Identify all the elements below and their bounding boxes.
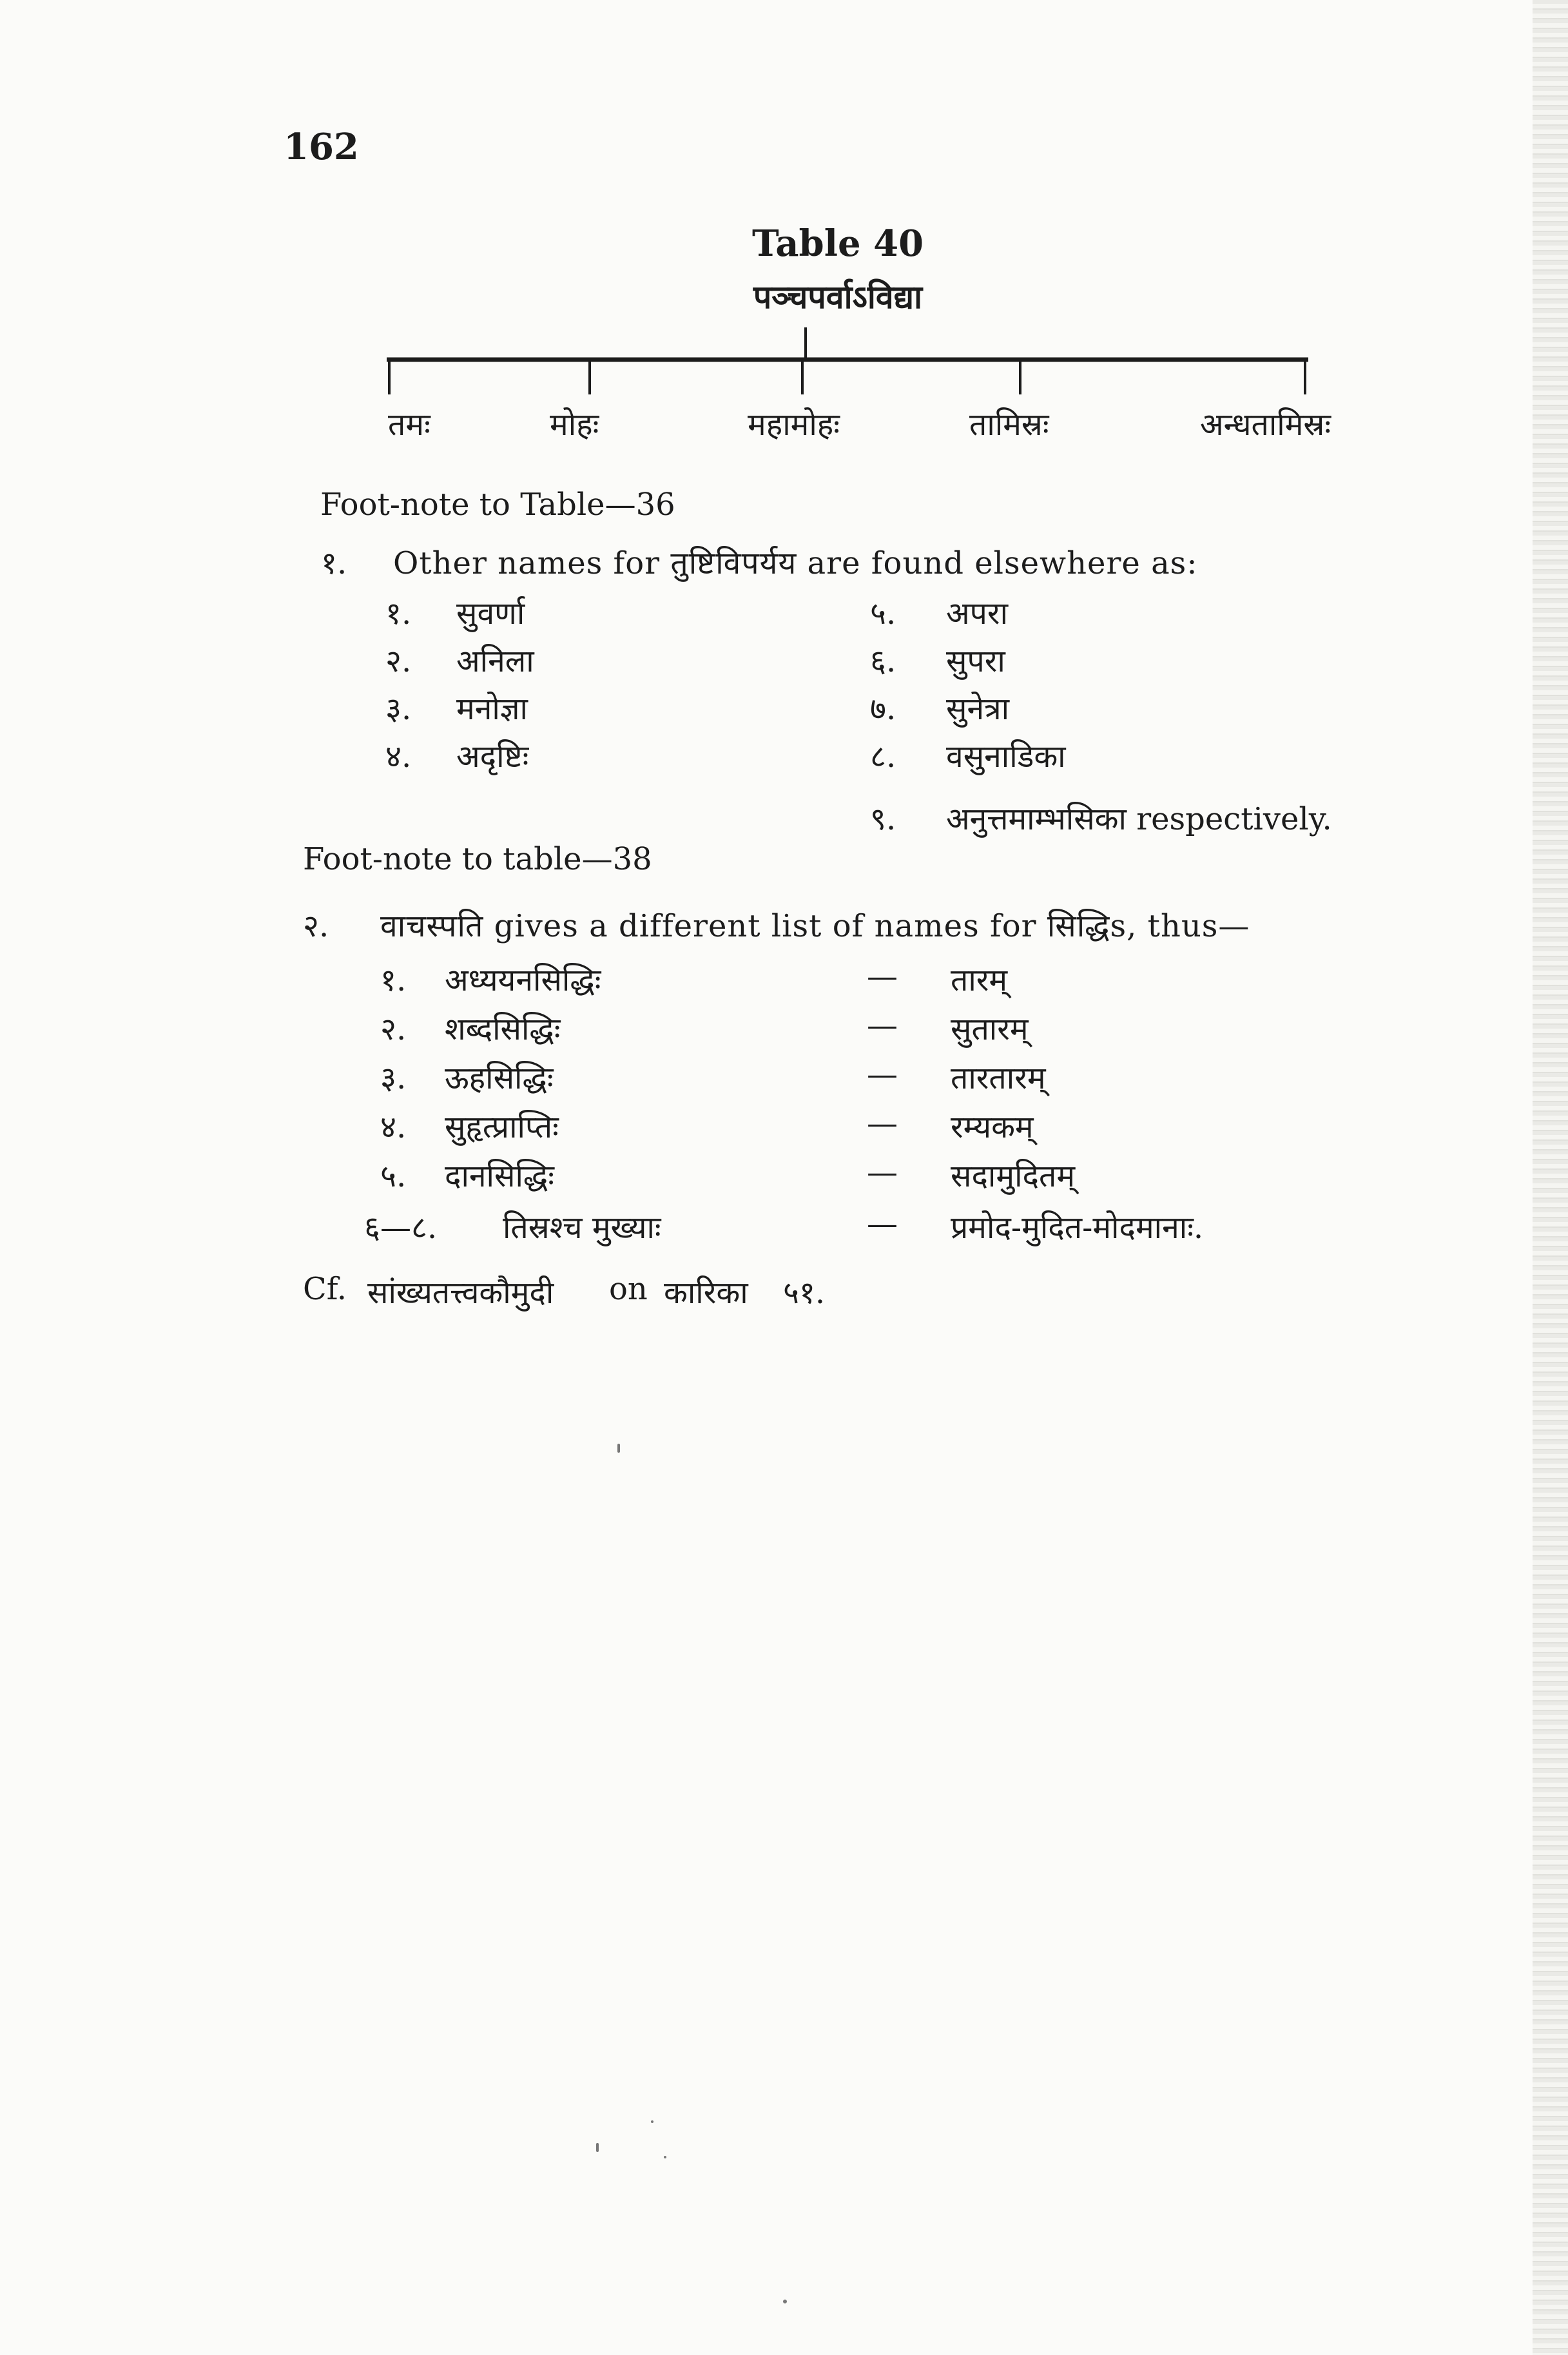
page-number: 162 [284,126,359,168]
scan-speck [664,2156,666,2158]
footnote-number: १. [321,545,347,581]
scan-speck [651,2120,653,2123]
list-number: ४. [385,739,412,775]
list-value: तारम् [951,962,1008,998]
list-number: १. [385,596,412,632]
tree-node: तामिस्रः [969,407,1049,443]
intro-text: Other names for [393,545,661,581]
list-number: २. [385,643,412,679]
list-number: ७. [870,691,896,727]
list-value: सुतारम् [951,1011,1029,1047]
list-item: सुपरा [946,643,1005,679]
list-item: मनोज्ञा [456,691,528,727]
cf-prefix: Cf. [303,1271,347,1307]
list-item: अदृष्टिः [456,739,529,775]
scan-speck [596,2143,599,2152]
tree-node: मोहः [550,407,599,443]
footnote-intro [380,904,1250,946]
scan-speck [617,1444,620,1453]
list-value: सदामुदितम् [951,1158,1076,1194]
table-subtitle: पञ्चपर्वाऽविद्या [753,278,923,316]
list-value: प्रमोद-मुदित-मोदमानाः. [951,1210,1204,1246]
footnote-heading: Foot-note to Table—36 [320,487,675,523]
list-number: ५. [380,1158,407,1194]
list-number: ८. [870,739,896,775]
list-item: तिस्रश्च मुख्याः [503,1210,661,1246]
list-item: अनिला [456,643,534,679]
list-number: ४. [380,1109,407,1145]
list-item: अपरा [946,596,1009,632]
list-dash: — [867,958,898,994]
list-number: २. [380,1011,407,1047]
intro-text: are found elsewhere as: [807,545,1198,581]
tree-node: महामोहः [748,407,840,443]
cf-work: सांख्यतत्त्वकौमुदी [367,1275,554,1311]
footnote-intro [393,541,1197,583]
intro-term: सिद्धि [1047,908,1110,944]
intro-text: s, thus— [1110,908,1250,944]
footnote-heading: Foot-note to table—38 [303,841,652,877]
intro-term: वाचस्पति [380,908,484,944]
intro-text: gives a different list of names for [494,908,1037,944]
list-dash: — [867,1056,898,1092]
list-number: ३. [380,1060,407,1096]
list-dash: — [867,1206,898,1242]
tree-node: अन्धतामिस्रः [1200,407,1331,443]
cf-on: on [609,1271,648,1307]
list-item: ऊहसिद्धिः [445,1060,554,1096]
list-dash: — [867,1154,898,1190]
intro-term: तुष्टिविपर्यय [670,545,797,581]
list-item: सुहृत्प्राप्तिः [445,1109,559,1145]
list-number: ५. [870,596,896,632]
list-item: अध्ययनसिद्धिः [445,962,601,998]
list-item: शब्दसिद्धिः [445,1011,561,1047]
cf-number: ५१. [783,1275,826,1311]
list-number: ३. [385,691,412,727]
tree-node: तमः [388,407,431,443]
table-title: Table 40 [751,222,924,265]
list-value: तारतारम् [951,1060,1046,1096]
list-item: दानसिद्धिः [445,1158,554,1194]
cf-karika: कारिका [664,1275,748,1311]
footnote-number: २. [303,908,329,944]
list-item: सुनेत्रा [946,691,1010,727]
list-number: ६—८. [364,1210,438,1246]
list-number: ६. [870,643,896,679]
list-number: ९. [870,801,896,837]
list-value: रम्यकम् [951,1109,1034,1145]
list-item: सुवर्णा [456,596,525,632]
list-item: वसुनाडिका [946,739,1066,775]
list-item: अनुत्तमाम्भसिका respectively. [946,801,1332,837]
scan-speck [783,2300,787,2303]
list-number: १. [380,962,407,998]
list-dash: — [867,1105,898,1141]
list-dash: — [867,1007,898,1043]
